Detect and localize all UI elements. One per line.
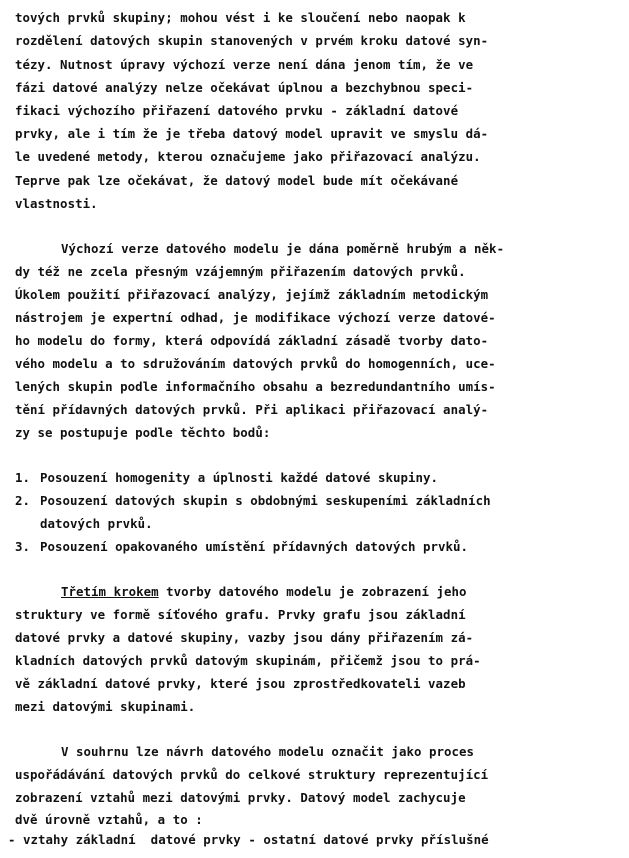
- paragraph-1-line: le uvedené metody, kterou označujeme jako přiřazovací analýzu.: [15, 149, 481, 164]
- paragraph-2-line: vého modelu a to sdružováním datových prvků do homogenních, uce-: [15, 356, 496, 371]
- paragraph-2-line: zy se postupuje podle těchto bodů:: [15, 425, 271, 440]
- paragraph-4-line: V souhrnu lze návrh datového modelu označit jako proces: [61, 744, 475, 759]
- paragraph-2-line: dy též ne zcela přesným vzájemným přiřazením datových prvků.: [15, 264, 466, 279]
- paragraph-4-line: uspořádávání datových prvků do celkové struktury reprezentující: [15, 767, 489, 782]
- underlined-heading-text: Třetím krokem: [61, 584, 159, 599]
- paragraph-3-line: datové prvky a datové skupiny, vazby jsou dány přiřazením zá-: [15, 630, 474, 645]
- paragraph-4-line: - vztahy základní datové prvky - ostatní datové prvky příslušné: [8, 832, 489, 847]
- paragraph-3-first-line: [61, 584, 467, 600]
- paragraph-4-line: dvě úrovně vztahů, a to :: [15, 812, 203, 827]
- list-item-number: 3.: [15, 539, 31, 554]
- paragraph-1-line: tových prvků skupiny; mohou vést i ke sloučení nebo naopak k: [15, 10, 466, 25]
- paragraph-1-line: fázi datové analýzy nelze očekávat úplnou a bezchybnou speci-: [15, 80, 474, 95]
- paragraph-2-line: Výchozí verze datového modelu je dána poměrně hrubým a něk-: [61, 241, 505, 256]
- paragraph-3-line: struktury ve formě síťového grafu. Prvky grafu jsou základní: [15, 607, 466, 622]
- paragraph-3-line: mezi datovými skupinami.: [15, 699, 196, 714]
- list-item-text: datových prvků.: [40, 516, 153, 531]
- paragraph-2-line: tění přídavných datových prvků. Při aplikaci přiřazovací analý-: [15, 402, 489, 417]
- list-item-number: 2.: [15, 493, 31, 508]
- list-item-text: Posouzení datových skupin s obdobnými seskupeními základních: [40, 493, 491, 508]
- paragraph-1-line: tézy. Nutnost úpravy výchozí verze není dána jenom tím, že ve: [15, 57, 474, 72]
- paragraph-1-line: Teprve pak lze očekávat, že datový model bude mít očekávané: [15, 173, 459, 188]
- list-item-text: Posouzení opakovaného umístění přídavných datových prvků.: [40, 539, 469, 554]
- paragraph-2-line: ho modelu do formy, která odpovídá základní zásadě tvorby dato-: [15, 333, 489, 348]
- paragraph-1-line: fikaci výchozího přiřazení datového prvku - základní datové: [15, 103, 459, 118]
- paragraph-3-line: vě základní datové prvky, které jsou zprostředkovateli vazeb: [15, 676, 466, 691]
- paragraph-1-line: prvky, ale i tím že je třeba datový model upravit ve smyslu dá-: [15, 126, 489, 141]
- paragraph-3-first-line-rest: tvorby datového modelu je zobrazení jeho: [158, 584, 467, 599]
- paragraph-1-line: vlastnosti.: [15, 196, 98, 211]
- paragraph-2-line: nástrojem je expertní odhad, je modifikace výchozí verze datové-: [15, 310, 496, 325]
- list-item-number: 1.: [15, 470, 31, 485]
- paragraph-3-line: kladních datových prvků datovým skupinám, přičemž jsou to prá-: [15, 653, 481, 668]
- paragraph-1-line: rozdělení datových skupin stanovených v prvém kroku datové syn-: [15, 33, 489, 48]
- list-item-text: Posouzení homogenity a úplnosti každé datové skupiny.: [40, 470, 439, 485]
- paragraph-4-line: zobrazení vztahů mezi datovými prvky. Datový model zachycuje: [15, 790, 466, 805]
- paragraph-2-line: lených skupin podle informačního obsahu a bezredundantního umís-: [15, 379, 496, 394]
- paragraph-2-line: Úkolem použití přiřazovací analýzy, jejímž základním metodickým: [15, 287, 489, 302]
